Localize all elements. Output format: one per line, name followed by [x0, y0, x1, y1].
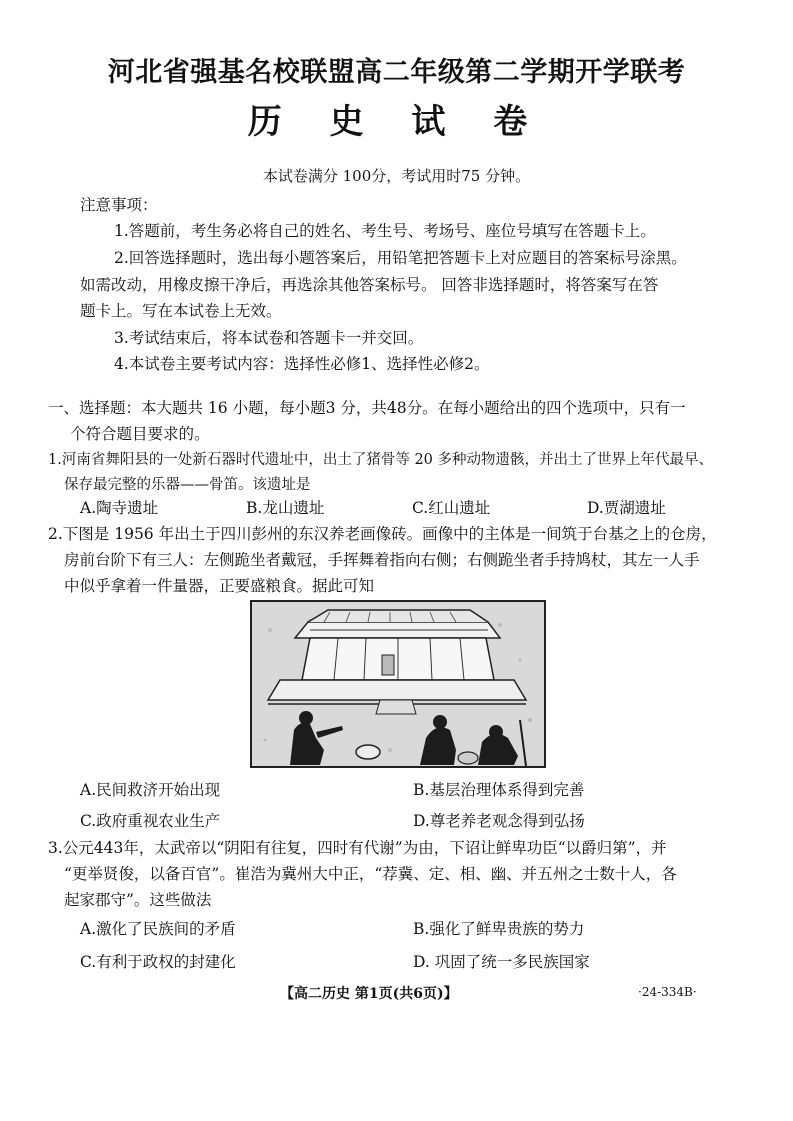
q3-option-a[interactable]: A.激化了民族间的矛盾 [80, 920, 236, 938]
q3-option-d[interactable]: D. 巩固了统一多民族国家 [413, 953, 590, 971]
q3-option-b[interactable]: B.强化了鲜卑贵族的势力 [413, 920, 585, 938]
question-2-text: 2.下图是 1956 年出土于四川彭州的东汉养老画像砖。画像中的主体是一间筑于台基之上的仓房， [48, 525, 717, 543]
question-1-text: 1.河南省舞阳县的一处新石器时代遗址中，出土了猪骨等 20 多种动物遗骸，并出土了世界上年代最早、 [48, 452, 713, 468]
question-2-text: 房前台阶下有三人：左侧跪坐者戴冠，手挥舞着指向右侧；右侧跪坐者手持鸠杖，其左一人手 [64, 551, 700, 569]
score-info: 本试卷满分 100分，考试用时75 分钟。 [262, 167, 531, 185]
notice-item: 题卡上。写在本试卷上无效。 [80, 302, 282, 320]
q2-option-a[interactable]: A.民间救济开始出现 [80, 781, 221, 799]
question-3-text: 3.公元443年，太武帝以“阴阳有往复，四时有代谢”为由，下诏让鲜卑功臣“以爵归第”，并 [48, 839, 667, 857]
question-2-text: 中似乎拿着一件量器，正要盛粮食。据此可知 [64, 577, 375, 595]
q1-option-c[interactable]: C.红山遗址 [412, 499, 491, 517]
granary-roof [295, 610, 500, 638]
q2-option-c[interactable]: C.政府重视农业生产 [80, 812, 221, 830]
granary-building [302, 638, 494, 680]
notice-item: 1.答题前，考生务必将自己的姓名、考生号、考场号、座位号填写在答题卡上。 [114, 222, 656, 240]
q1-option-d[interactable]: D.贾湖遗址 [587, 499, 666, 517]
question-3-text: “更举贤俊，以备百官”。崔浩为冀州大中正，“荐冀、定、相、幽、并五州之士数十人，各 [64, 865, 677, 883]
section-heading: 一、选择题：本大题共 16 小题，每小题3 分，共48分。在每小题给出的四个选项中，只有一 [48, 399, 686, 417]
question-3-text: 起家郡守”。这些做法 [64, 891, 212, 909]
section-heading-cont: 个符合题目要求的。 [70, 425, 210, 443]
q2-option-b[interactable]: B.基层治理体系得到完善 [413, 781, 585, 799]
notice-item: 3.考试结束后，将本试卷和答题卡一并交回。 [114, 329, 424, 347]
paper-code: ·24-334B· [638, 985, 697, 999]
steps [376, 700, 416, 714]
question-1-text: 保存最完整的乐器——骨笛。该遗址是 [64, 477, 311, 493]
notice-item: 2.回答选择题时，选出每小题答案后，用铅笔把答题卡上对应题目的答案标号涂黑。 [114, 249, 687, 267]
han-relief-brick-image [250, 600, 546, 768]
notice-heading: 注意事项： [80, 196, 158, 214]
q3-option-c[interactable]: C.有利于政权的封建化 [80, 953, 236, 971]
granary-door [382, 655, 394, 675]
subject-title: 历 史 试 卷 [247, 102, 546, 142]
measure-vessel [458, 752, 478, 764]
exam-title: 河北省强基名校联盟高二年级第二学期开学联考 [107, 57, 686, 88]
notice-item: 如需改动，用橡皮擦干净后，再选涂其他答案标号。 回答非选择题时，将答案写在答 [80, 276, 659, 294]
q2-option-d[interactable]: D.尊老养老观念得到弘扬 [413, 812, 585, 830]
q1-option-a[interactable]: A.陶寺遗址 [80, 499, 159, 517]
q1-option-b[interactable]: B.龙山遗址 [246, 499, 325, 517]
notice-item: 4.本试卷主要考试内容：选择性必修1、选择性必修2。 [114, 355, 490, 373]
page-footer: 【高二历史 第1页(共6页)】 [280, 986, 458, 1002]
grain-basket [356, 745, 380, 759]
figure-left-head [299, 711, 313, 725]
